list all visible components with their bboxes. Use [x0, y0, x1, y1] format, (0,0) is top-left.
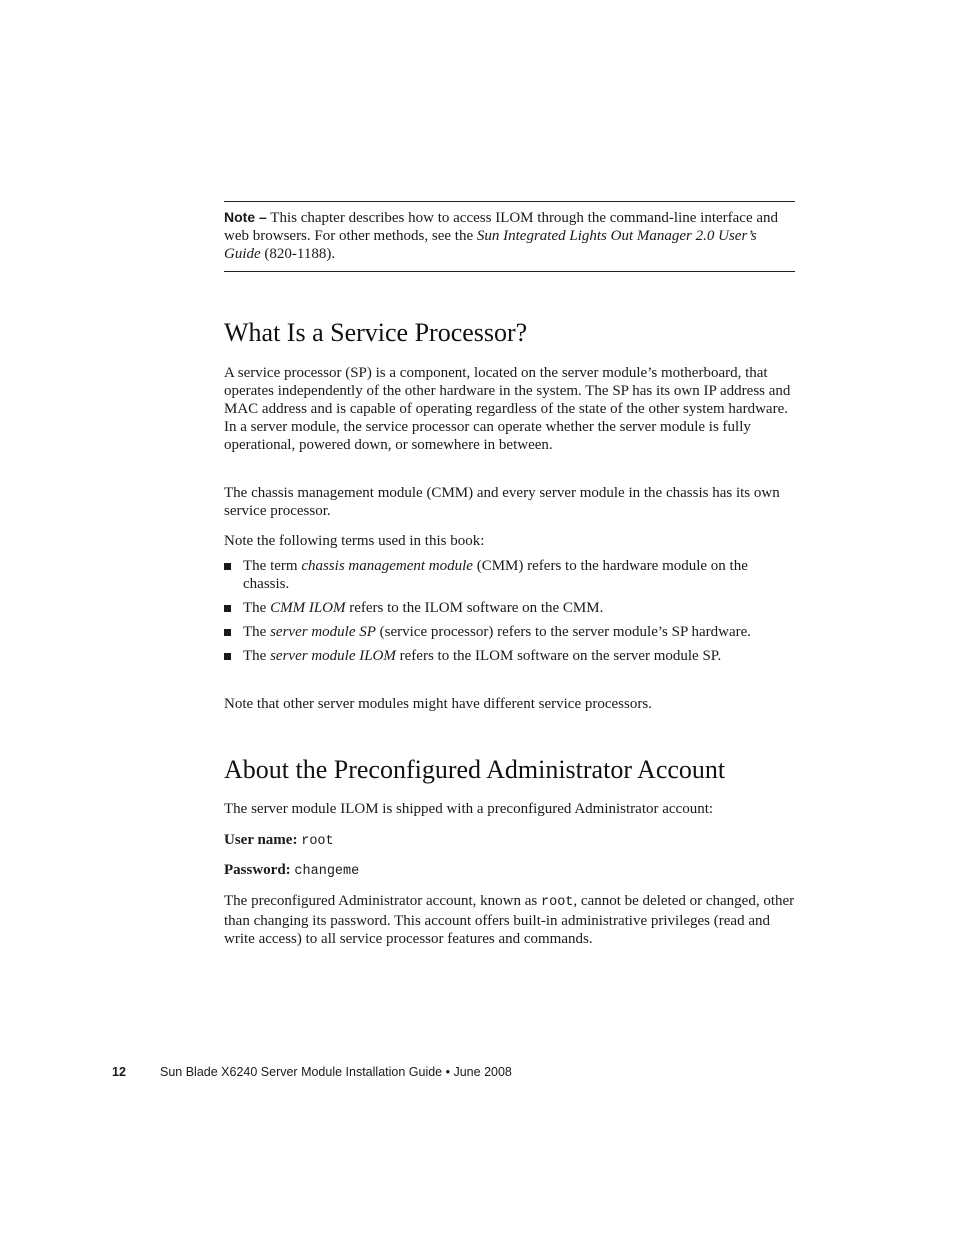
terms-list [224, 557, 795, 671]
paragraph-admin-intro: The server module ILOM is shipped with a preconfigured Administrator account: [224, 801, 714, 817]
bullet-square-icon [224, 563, 231, 570]
password-label: Password: [224, 862, 291, 878]
page-number: 12 [112, 1065, 126, 1079]
page-footer [112, 1064, 812, 1080]
bullet-square-icon [224, 605, 231, 612]
list-item: The server module ILOM refers to the ILOM software on the server module SP. [224, 647, 795, 665]
section-heading-service-processor: What Is a Service Processor? [224, 318, 528, 347]
paragraph-sp-intro: A service processor (SP) is a component, located on the server module’s motherboard, that operates independently of the other hardware in the system. The SP has its own IP address and MAC address and is capable of operating regardless of the state of the other system hardware. In a server module, the service processor can operate whether the server module is fully operational, powered down, or somewhere in between. [224, 365, 791, 453]
user-name-line [224, 831, 795, 851]
note-text-2: (820-1188). [260, 246, 336, 262]
root-code: root [541, 895, 574, 910]
bullet-square-icon [224, 629, 231, 636]
list-item: The term chassis management module (CMM) refers to the hardware module on the chassis. [224, 557, 795, 593]
user-name-label: User name: [224, 832, 298, 848]
user-name-value: root [301, 834, 334, 849]
paragraph-terms-intro: Note the following terms used in this book: [224, 533, 485, 549]
paragraph-other-modules: Note that other server modules might have different service processors. [224, 696, 652, 712]
footer-date: June 2008 [453, 1065, 512, 1079]
footer-title: Sun Blade X6240 Server Module Installation Guide [160, 1065, 443, 1079]
list-item: The CMM ILOM refers to the ILOM software on the CMM. [224, 599, 795, 617]
footer-separator: • [445, 1065, 450, 1079]
note-box [224, 201, 795, 272]
note-label: Note – [224, 209, 267, 225]
note-guide-title: Sun Integrated Lights Out Manager 2.0 User’s Guide [224, 228, 757, 262]
list-item: The server module SP (service processor) refers to the server module’s SP hardware. [224, 623, 795, 641]
paragraph-cmm: The chassis management module (CMM) and every server module in the chassis has its own service processor. [224, 485, 780, 519]
bullet-square-icon [224, 653, 231, 660]
paragraph-admin-details: The preconfigured Administrator account, known as root, cannot be deleted or changed, other than changing its password. This account offers built-in administrative privileges (read and write access) to all service processor features and commands. [224, 893, 795, 947]
note-text-1: This chapter describes how to access ILOM through the command-line interface and web browsers. For other methods, see the [224, 210, 779, 244]
section-heading-admin-account: About the Preconfigured Administrator Account [224, 755, 726, 784]
password-value: changeme [294, 864, 360, 879]
password-line [224, 861, 795, 881]
